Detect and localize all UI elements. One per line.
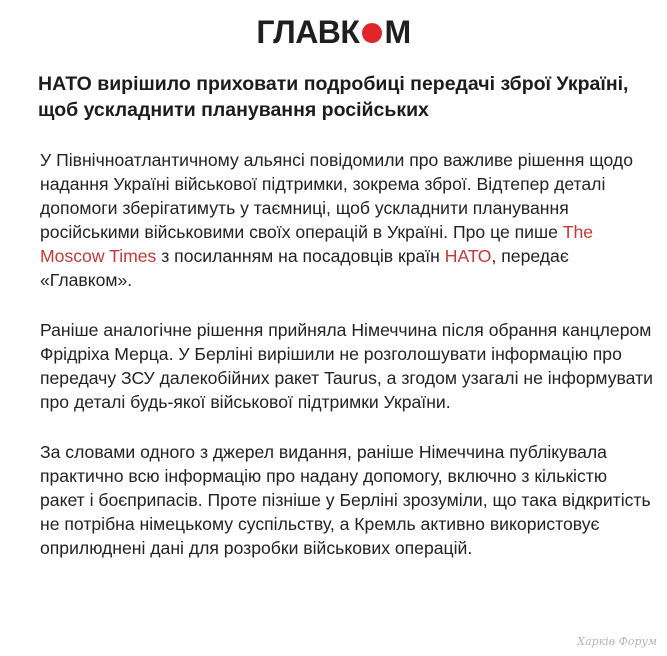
paragraph-1-text-b: з посиланням на посадовців країн bbox=[156, 246, 445, 266]
paragraph-1-text-a: У Північноатлантичному альянсі повідомили про важливе рішення щодо надання Україні військової підтримки, зокрема зброї. Відтепер деталі допомоги зберігатимуть у таємниці, щоб ускладнити планування російськими військовими своїх операцій в Україні. Про це пише bbox=[40, 150, 633, 242]
masthead bbox=[0, 12, 667, 52]
logo-text-right: М bbox=[384, 14, 411, 50]
paragraph-1-text-c: , передає «Главком». bbox=[40, 246, 569, 290]
glavcom-logo[interactable] bbox=[256, 12, 410, 52]
nato-link[interactable]: НАТО bbox=[444, 246, 492, 266]
article-body bbox=[40, 148, 656, 586]
forum-watermark: Харків Форум bbox=[577, 635, 657, 648]
article-headline: НАТО вирішило приховати подробиці передачі зброї Україні, щоб ускладнити планування російських bbox=[38, 73, 629, 121]
logo-text-left: ГЛАВК bbox=[256, 14, 360, 50]
article-paragraph-3: За словами одного з джерел видання, раніше Німеччина публікувала практично всю інформацію про надану допомогу, включно з кількістю ракет і боєприпасів. Проте пізніше у Берліні зрозуміли, що така відкритість не потрібна німецькому суспільству, а Кремль активно використовує оприлюднені дані для розробки військових операцій. bbox=[40, 442, 651, 558]
article-paragraph-2: Раніше аналогічне рішення прийняла Німеччина після обрання канцлером Фрідріха Мерца. У Берліні вирішили не розголошувати інформацію про передачу ЗСУ далекобійних ракет Taurus, а згодом узагалі не інформувати про деталі будь-якої військової підтримки України. bbox=[40, 320, 653, 412]
moscow-times-link[interactable]: The Moscow Times bbox=[40, 222, 594, 266]
article-paragraph-1 bbox=[40, 148, 656, 292]
logo-dot-icon bbox=[362, 23, 382, 43]
